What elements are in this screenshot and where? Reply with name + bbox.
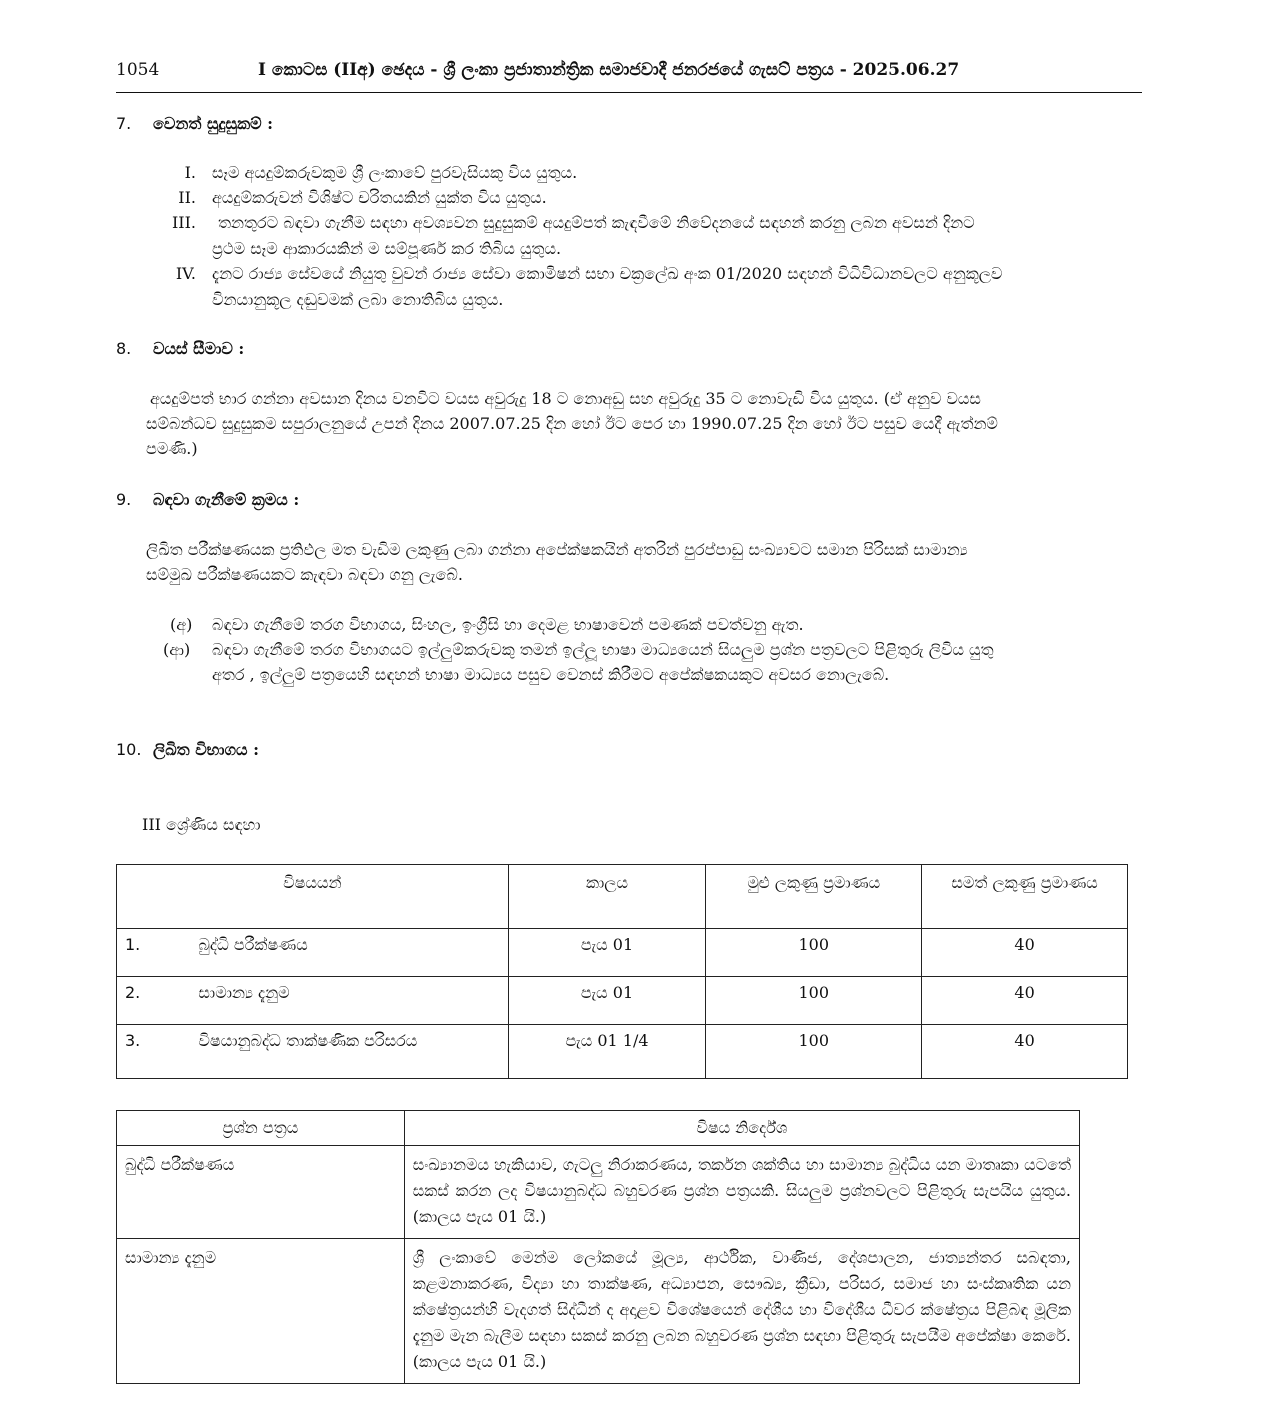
- section-8-heading: වයස් සීමාව :: [153, 339, 245, 358]
- sec8-line-1: අයදුම්පත් භාර ගන්නා අවසාන දිනය වනවිට වයස අවුරුදු 18 ට නොඅඩු සහ අවුරුදු 35 ට නොවැඩි විය යුතුය. (ඒ අනුව වයස: [150, 389, 981, 408]
- row-number: 2.: [117, 977, 199, 1025]
- header-subjects: විෂයයන්: [117, 865, 509, 929]
- table-row: [117, 1025, 1128, 1079]
- row-paper: බුද්ධි පරීක්ෂණය: [117, 1146, 405, 1239]
- exam-subjects-table: [116, 864, 1128, 1079]
- table-header-row: [117, 1111, 1080, 1146]
- row-pass: 40: [922, 977, 1128, 1025]
- section-9-number: 9.: [116, 490, 132, 509]
- section-8-number: 8.: [116, 339, 132, 358]
- header-pass-marks: සමත් ලකුණු ප්‍රමාණය: [922, 865, 1128, 929]
- section-9-heading: බඳවා ගැනීමේ ක්‍රමය :: [153, 490, 300, 509]
- sec7-item-1-text: සෑම අයදුම්කරුවකුම ශ්‍රී ලංකාවේ පුරවැසියකු විය යුතුය.: [212, 163, 578, 182]
- table-header-row: [117, 865, 1128, 929]
- row-paper: සාමාන්‍ය දැනුම: [117, 1239, 405, 1384]
- sec8-line-3: පමණි.): [146, 439, 198, 458]
- sec8-line-2: සම්බන්ධව සුදුසුකම සපුරාලනුයේ උපන් දිනය 2007.07.25 දින හෝ ඊට පෙර හා 1990.07.25 දින හෝ ඊට පසුව යෙදී ඇත්නම්: [146, 414, 998, 433]
- sec9-item-a-text: බඳවා ගැනීමේ තරග විභාගය, සිංහල, ඉංග්‍රීසි හා දෙමළ භාෂාවෙන් පමණක් පවත්වනු ඇත.: [212, 615, 804, 634]
- section-7-heading: වෙනත් සුදුසුකම් :: [153, 114, 274, 133]
- header-rule: [116, 92, 1142, 93]
- row-total: 100: [706, 1025, 922, 1079]
- table-row: [117, 1239, 1080, 1384]
- section-10-heading: ලිඛිත විභාගය :: [153, 740, 259, 759]
- table-row: [117, 929, 1128, 977]
- row-time: පැය 01: [508, 929, 706, 977]
- row-total: 100: [706, 977, 922, 1025]
- sec7-item-4-line-1: දැනට රාජ්‍ය සේවයේ නියුතු වුවන් රාජ්‍ය සේවා කොමිෂන් සභා චක්‍රලේඛ අංක 01/2020 සඳහන් විධිවිධානවලට අනුකූලව: [212, 264, 1003, 283]
- sec7-item-3-line-1: තනතුරට බඳවා ගැනීම සඳහා අවශ්‍යවන සුදුසුකම් අයදුම්පත් කැඳවීමේ නිවේදනයේ සඳහන් කරනු ලබන අවසන් දිනට: [218, 213, 975, 232]
- syllabus-table: [116, 1110, 1080, 1384]
- sec9-item-a-mark: (අ): [170, 615, 193, 634]
- row-subject: බුද්ධි පරීක්ෂණය: [198, 929, 508, 977]
- section-7-number: 7.: [116, 114, 132, 133]
- sec9-line-2: සම්මුඛ පරීක්ෂණයකට කැඳවා බඳවා ගනු ලැබේ.: [146, 565, 463, 584]
- row-description: ශ්‍රී ලංකාවේ මෙන්ම ලෝකයේ මූල්‍ය, ආර්ථික, වාණිජ, දේශපාලන, ජාත්‍යන්තර සබඳතා, කළමනාකරණ, විද්‍යා හා තාක්ෂණ, අධ්‍යාපන, සෞඛ්‍ය, ක්‍රීඩා, පරිසර, සමාජ හා සංස්කෘතික යන ක්ෂේත්‍රයන්හි වැදගත් සිද්ධීන් ද අදාළව විශේෂයෙන් දේශීය හා විදේශීය ධීවර ක්ෂේත්‍රය පිළිබඳ මූලික දැනුම මැන බැලීම සඳහා සකස් කරනු ලබන බහුවරණ ප්‍රශ්න සඳහා පිළිතුරු සැපයීම අපේක්ෂා කෙරේ.(කාලය පැය 01 යි.): [404, 1239, 1079, 1384]
- sec7-item-1-mark: I.: [184, 163, 196, 182]
- header-syllabus: විෂය නිර්දේශ: [404, 1111, 1079, 1146]
- sec7-item-4-mark: IV.: [175, 264, 196, 283]
- grade-subheading: III ශ්‍රේණිය සඳහා: [142, 815, 261, 834]
- gazette-header-title: I කොටස (IIඅ) ඡෙදය - ශ්‍රී ලංකා ප්‍රජාතාන්ත්‍රික සමාජවාදී ජනරජයේ ගැසට් පත්‍රය - 2025.06.27: [258, 60, 960, 80]
- header-question-paper: ප්‍රශ්න පත්‍රය: [117, 1111, 405, 1146]
- sec7-item-4-line-2: විනයානුකූල දඬුවමක් ලබා නොතිබිය යුතුය.: [212, 290, 504, 309]
- sec7-item-3-mark: III.: [171, 213, 196, 232]
- sec9-item-b-mark: (ආ): [163, 640, 191, 659]
- row-subject: සාමාන්‍ය දැනුම: [198, 977, 508, 1025]
- table-row: [117, 977, 1128, 1025]
- sec7-item-2-text: අයදුම්කරුවන් විශිෂ්ට චරිතයකින් යුක්ත විය යුතුය.: [212, 188, 547, 207]
- section-10-number: 10.: [116, 740, 142, 759]
- sec7-item-3-line-2: ප්‍රථම සෑම ආකාරයකින් ම සම්පූර්ණ කර තිබිය යුතුය.: [212, 239, 562, 258]
- row-subject: විෂයානුබද්ධ තාක්ෂණික පරිසරය: [198, 1025, 508, 1079]
- sec9-line-1: ලිඛිත පරීක්ෂණයක ප්‍රතිඵල මත වැඩිම ලකුණු ලබා ගන්නා අපේක්ෂකයින් අතරින් පුරප්පාඩු සංඛ්‍යාවට සමාන පිරිසක් සාමාන්‍ය: [146, 540, 968, 559]
- sec9-item-b-line-2: අතර , ඉල්ලුම් පත්‍රයෙහි සඳහන් භාෂා මාධ්‍යය පසුව වෙනස් කිරීමට අපේක්ෂකයකුට අවසර නොලැබේ.: [212, 665, 890, 684]
- row-pass: 40: [922, 929, 1128, 977]
- row-pass: 40: [922, 1025, 1128, 1079]
- row-time: පැය 01 1/4: [508, 1025, 706, 1079]
- table-row: [117, 1146, 1080, 1239]
- header-total-marks: මුළු ලකුණු ප්‍රමාණය: [706, 865, 922, 929]
- row-total: 100: [706, 929, 922, 977]
- row-description: සංඛ්‍යානමය හැකියාව, ගැටලු නිරාකරණය, තර්කන ශක්තිය හා සාමාන්‍ය බුද්ධිය යන මාතෘකා යටතේ සකස් කරන ලද විෂයානුබද්ධ බහුවරණ ප්‍රශ්න පත්‍රයකි. සියලුම ප්‍රශ්නවලට පිළිතුරු සැපයිය යුතුය.(කාලය පැය 01 යි.): [404, 1146, 1079, 1239]
- page-number: 1054: [116, 60, 160, 80]
- row-number: 1.: [117, 929, 199, 977]
- row-time: පැය 01: [508, 977, 706, 1025]
- sec7-item-2-mark: II.: [178, 188, 196, 207]
- header-time: කාලය: [508, 865, 706, 929]
- row-number: 3.: [117, 1025, 199, 1079]
- sec9-item-b-line-1: බඳවා ගැනීමේ තරග විභාගයට ඉල්ලුම්කරුවකු තමන් ඉල්ලූ භාෂා මාධ්‍යයෙන් සියලුම ප්‍රශ්න පත්‍රවලට පිළිතුරු ලිවිය යුතු: [212, 640, 994, 659]
